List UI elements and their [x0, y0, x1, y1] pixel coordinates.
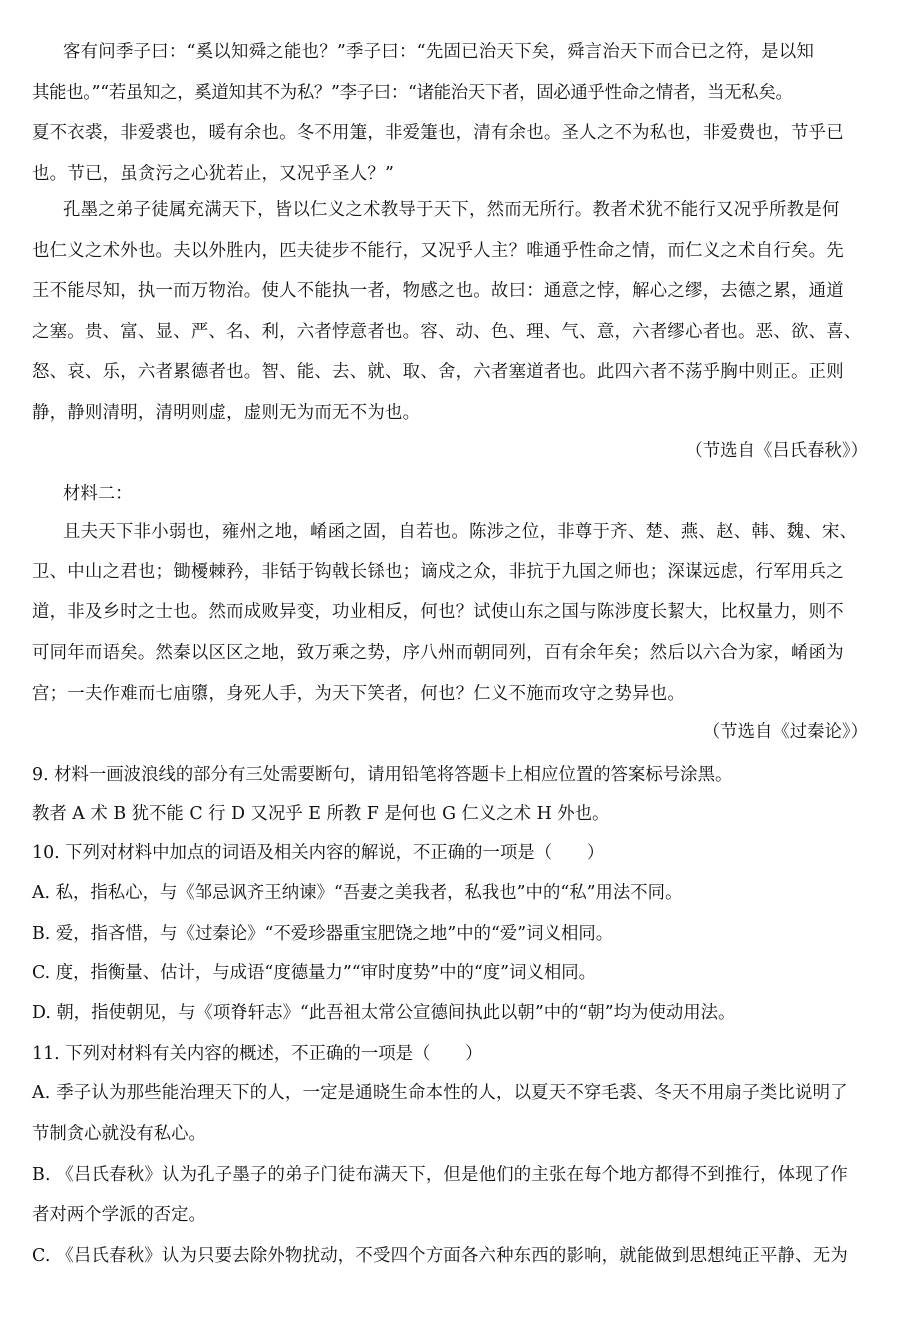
text-line: 也。节已，虽贪污之心犹若止，又况乎圣人？”: [32, 164, 395, 184]
text-line: 夏不衣裘，非爱裘也，暖有余也。冬不用箑，非爱箑也，清有余也。圣人之不为私也，非爱费也，节乎已: [32, 123, 844, 143]
question-9-options: 教者 A 术 B 犹不能 C 行 D 又况乎 E 所教 F 是何也 G 仁义之术 H 外也。: [32, 804, 610, 824]
source-note: （节选自《吕氏春秋》）: [685, 441, 868, 461]
question-11-option-a: A. 季子认为那些能治理天下的人，一定是通晓生命本性的人，以夏天不穿毛裘、冬天不用扇子类比说明了: [32, 1083, 848, 1103]
question-10-option-c: C. 度，指衡量、估计，与成语“度德量力”“审时度势”中的“度”词义相同。: [32, 963, 597, 983]
section-heading: 材料二：: [63, 484, 133, 504]
text-line: 宫；一夫作难而七庙隳，身死人手，为天下笑者，何也？仁义不施而攻守之势异也。: [32, 684, 686, 704]
text-line: 静，静则清明，清明则虚，虚则无为而无不为也。: [32, 403, 421, 423]
text-line: 之塞。贵、富、显、严、名、利，六者悖意者也。容、动、色、理、气、意，六者缪心者也。恶、欲、喜、: [32, 322, 862, 342]
question-10: 10. 下列对材料中加点的词语及相关内容的解说，不正确的一项是（ ）: [32, 843, 605, 863]
text-line: 孔墨之弟子徒属充满天下，皆以仁义之术教导于天下，然而无所行。教者术犹不能行又况乎所教是何: [63, 200, 840, 220]
text-line: 卫、中山之君也；锄櫌棘矜，非铦于钩戟长铩也；谪戍之众，非抗于九国之师也；深谋远虑，行军用兵之: [32, 562, 844, 582]
text-line: 道，非及乡时之士也。然而成败异变，功业相反，何也？试使山东之国与陈涉度长絜大，比权量力，则不: [32, 602, 844, 622]
question-10-option-a: A. 私，指私心，与《邹忌讽齐王纳谏》“吾妻之美我者，私我也”中的“私”用法不同。: [32, 883, 683, 903]
text-line: 且夫天下非小弱也，雍州之地，崤函之固，自若也。陈涉之位，非尊于齐、楚、燕、赵、韩、魏、宋、: [63, 522, 858, 542]
text-line: 也仁义之术外也。夫以外胜内，匹夫徒步不能行，又况乎人主？唯通乎性命之情，而仁义之术自行矣。先: [32, 241, 844, 261]
question-10-option-b: B. 爱，指吝惜，与《过秦论》“不爱珍器重宝肥饶之地”中的“爱”词义相同。: [32, 924, 614, 944]
text-line: 可同年而语矣。然秦以区区之地，致万乘之势，序八州而朝同列，百有余年矣；然后以六合为家，崤函为: [32, 643, 844, 663]
text-line: 怒、哀、乐，六者累德者也。智、能、去、就、取、舍，六者塞道者也。此四六者不荡乎胸中则正。正则: [32, 362, 844, 382]
text-line: 其能也。”“若虽知之，奚道知其不为私？”李子曰：“诸能治天下者，固必通乎性命之情者，当无私矣。: [32, 83, 793, 103]
question-9: 9. 材料一画波浪线的部分有三处需要断句，请用铅笔将答题卡上相应位置的答案标号涂黑。: [32, 765, 733, 785]
text-line: 王不能尽知，执一而万物治。使人不能执一者，物感之也。故曰：通意之悖，解心之缪，去德之累，通道: [32, 281, 844, 301]
question-11-option-a-cont: 节制贪心就没有私心。: [32, 1124, 206, 1144]
question-11-option-b: B. 《吕氏春秋》认为孔子墨子的弟子门徒布满天下，但是他们的主张在每个地方都得不到推行，体现了作: [32, 1165, 849, 1185]
question-10-option-d: D. 朝，指使朝见，与《项脊轩志》“此吾祖太常公宣德间执此以朝”中的“朝”均为使动用法。: [32, 1003, 736, 1023]
question-11: 11. 下列对材料有关内容的概述，不正确的一项是（ ）: [32, 1044, 483, 1064]
question-11-option-b-cont: 者对两个学派的否定。: [32, 1205, 206, 1225]
source-note: （节选自《过秦论》）: [702, 722, 868, 742]
text-line: 客有问季子曰：“奚以知舜之能也？”季子曰：“先固已治天下矣，舜言治天下而合已之符，是以知: [63, 42, 815, 62]
question-11-option-c: C. 《吕氏春秋》认为只要去除外物扰动，不受四个方面各六种东西的影响，就能做到思想纯正平静、无为: [32, 1246, 848, 1266]
